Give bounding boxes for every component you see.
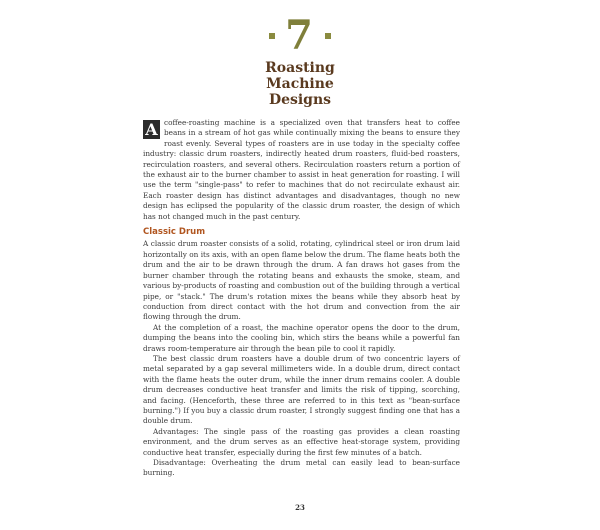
chapter-title-line: Designs — [268, 92, 332, 108]
chapter-body — [143, 118, 460, 479]
chapter-title-line: Machine — [266, 76, 334, 92]
body-paragraph: At the completion of a roast, the machine operator opens the door to the drum, dumping the beans into the cooling bin, which stirs the beans while a powerful fan draws room-temperature air through the bean pile to cool it rapidly. — [143, 322, 460, 353]
chapter-title — [0, 60, 600, 108]
intro-paragraph — [143, 118, 460, 222]
drop-cap: A — [143, 120, 160, 139]
chapter-number: 7 — [0, 14, 600, 58]
body-paragraph: Disadvantage: Overheating the drum metal can easily lead to bean-surface burning. — [143, 458, 460, 478]
decorative-square-icon — [269, 33, 275, 39]
intro-text: coffee-roasting machine is a specialized oven that transfers heat to coffee beans in a stream of hot gas while continually mixing the beans to ensure they roast evenly. Several types of roasters are in use today in the specialty coffee industry: classic drum roasters, indirectly heated drum roasters, fluid-bed roasters, recirculation roasters, and several others. Recirculation roasters return a portion of the exhaust air to the burner chamber to assist in heat generation for roasting. I will use the term "single-pass" to refer to machines that do not recirculate exhaust air. Each roaster design has distinct advantages and disadvantages, though no new design has eclipsed the popularity of the classic drum roaster, the design of which has not changed much in the past century. — [143, 118, 460, 221]
decorative-square-icon — [325, 33, 331, 39]
page-number: 23 — [295, 503, 305, 512]
body-paragraph: The best classic drum roasters have a double drum of two concentric layers of metal separated by a gap several millimeters wide. In a double drum, direct contact with the flame heats the outer drum, while the inner drum remains cooler. A double drum decreases conductive heat transfer and limits the risk of tipping, scorching, and facing. (Henceforth, these three are referred to in this text as "bean-surface burning.") If you buy a classic drum roaster, I strongly suggest finding one that has a double drum. — [143, 353, 460, 426]
body-paragraph: Advantages: The single pass of the roasting gas provides a clean roasting environment, and the drum serves as an effective heat-storage system, providing conductive heat transfer, especially during the first few minutes of a batch. — [143, 426, 460, 457]
section-heading: Classic Drum — [143, 227, 206, 238]
body-paragraph: A classic drum roaster consists of a solid, rotating, cylindrical steel or iron drum laid horizontally on its axis, with an open flame below the drum. The flame heats both the drum and the air to be drawn through the drum. A fan draws hot gases from the burner chamber through the rotating beans and exhausts the smoke, steam, and various by-products of roasting and combustion out of the building through a vertical pipe, or "stack." The drum's rotation mixes the beans while they absorb heat by conduction from direct contact with the hot drum and convection from the air flowing through the drum. — [143, 239, 460, 322]
chapter-title-line: Roasting — [265, 60, 335, 76]
